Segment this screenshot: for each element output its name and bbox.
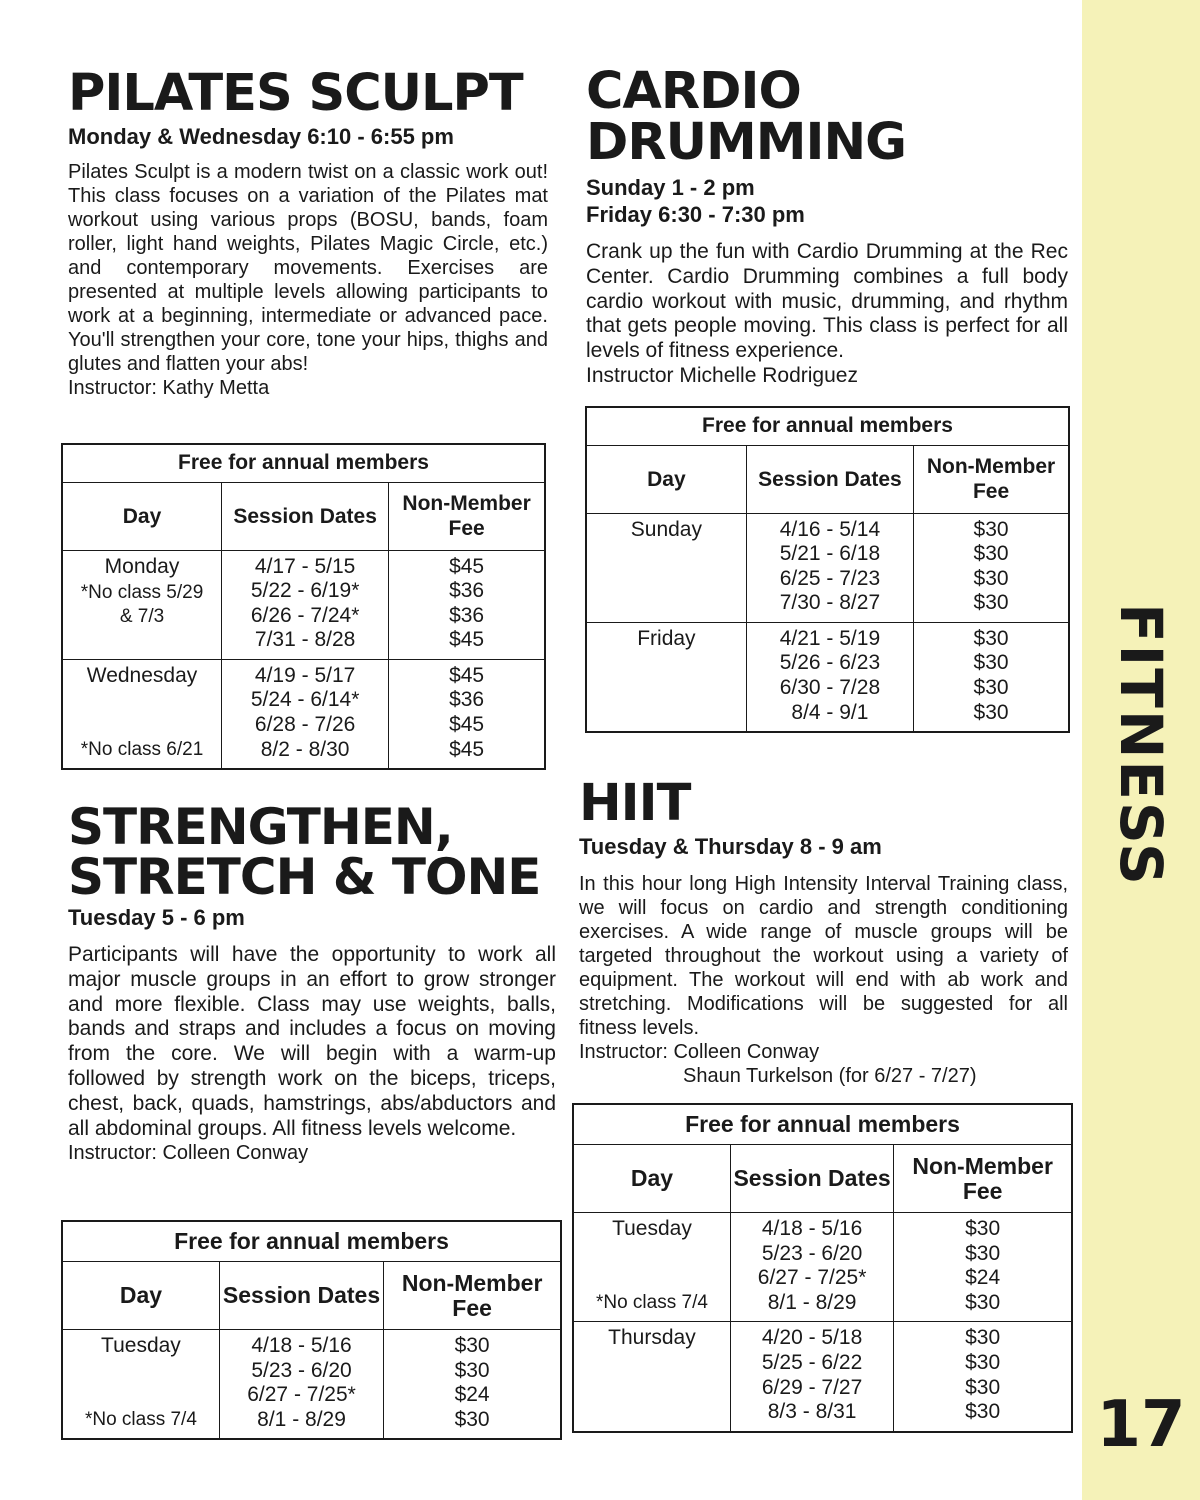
cardio-title-line1: CARDIO (586, 62, 801, 121)
cardio-section (586, 62, 1068, 388)
strengthen-fee-table (61, 1220, 562, 1440)
no-class-note: *No class 5/29 & 7/3 (80, 581, 204, 627)
pilates-instructor: Instructor: Kathy Metta (68, 377, 270, 399)
header-fee: Non-Member Fee (914, 445, 1069, 513)
header-day: Day (62, 482, 222, 550)
hiit-description: In this hour long High Intensity Interval Training class, we will focus on cardio and strength conditioning exercises. A wide range of muscle groups will be targeted throughout the workout using a variety of equipment. The workout will end with ab work and stretching. Modifications will be suggested for all fitness levels. (579, 873, 1068, 1039)
table-caption: Free for annual members (573, 1104, 1072, 1145)
strengthen-section (68, 798, 556, 1166)
session-dates-cell (730, 1322, 893, 1432)
day-label: Thursday (608, 1326, 696, 1350)
session-date-range: 6/27 - 7/25* (757, 1266, 867, 1290)
day-cell (586, 513, 746, 622)
session-dates-cell (222, 550, 389, 659)
day-label: Friday (637, 626, 696, 650)
session-dates-cell (746, 622, 913, 732)
section-label (1082, 600, 1200, 890)
fee-cell (914, 513, 1069, 622)
hiit-fee-table (572, 1103, 1073, 1433)
session-date-range: 8/1 - 8/29 (257, 1407, 346, 1431)
day-cell (586, 622, 746, 732)
session-date-range: 6/29 - 7/27 (761, 1375, 863, 1399)
session-date-range: 8/4 - 9/1 (791, 700, 869, 724)
pilates-section (68, 64, 548, 400)
cardio-schedule-friday: Friday 6:30 - 7:30 pm (586, 202, 805, 227)
session-dates-cell (219, 1330, 383, 1440)
header-day: Day (573, 1145, 730, 1213)
fee-amount: $36 (449, 603, 485, 627)
fee-amount: $30 (454, 1358, 490, 1382)
fee-amount: $30 (965, 1241, 1001, 1265)
table-row (573, 1213, 1072, 1322)
fee-amount: $30 (973, 591, 1009, 615)
day-label: Tuesday (612, 1217, 692, 1240)
strengthen-title-line1: STRENGTHEN, (68, 798, 453, 856)
cardio-instructor: Instructor Michelle Rodriguez (586, 363, 858, 387)
fee-amount: $30 (973, 676, 1009, 700)
header-fee: Non-Member Fee (894, 1145, 1072, 1213)
session-dates-cell (730, 1213, 893, 1322)
fee-amount: $30 (965, 1400, 1001, 1424)
fee-amount: $30 (973, 566, 1009, 590)
header-fee: Non-Member Fee (389, 482, 545, 550)
pilates-fee-table (61, 443, 546, 770)
table-row (62, 659, 545, 769)
strengthen-title-line2: STRETCH & TONE (68, 848, 541, 906)
table-row (586, 513, 1069, 622)
session-date-range: 5/23 - 6/20 (761, 1241, 863, 1265)
fee-amount: $36 (449, 688, 485, 712)
table-row (573, 1322, 1072, 1432)
fee-cell (894, 1213, 1072, 1322)
fee-amount: $30 (454, 1407, 490, 1431)
cardio-description: Crank up the fun with Cardio Drumming at the Rec Center. Cardio Drumming combines a full body cardio workout with music, drumming, and rhythm that gets people moving. This class is perfect for all levels of fitness experience. (586, 240, 1068, 363)
fee-amount: $45 (449, 663, 485, 687)
session-date-range: 5/21 - 6/18 (779, 542, 881, 566)
session-date-range: 6/27 - 7/25* (247, 1383, 356, 1407)
session-dates-cell (746, 513, 913, 622)
session-date-range: 6/26 - 7/24* (250, 603, 360, 627)
session-date-range: 8/1 - 8/29 (767, 1290, 857, 1314)
fee-amount: $45 (449, 737, 485, 761)
table-caption: Free for annual members (62, 1221, 561, 1262)
fee-cell (389, 550, 545, 659)
fee-amount: $30 (454, 1334, 490, 1357)
fee-amount: $30 (965, 1217, 1001, 1240)
strengthen-schedule: Tuesday 5 - 6 pm (68, 905, 245, 930)
fee-cell (389, 659, 545, 769)
table-caption: Free for annual members (62, 444, 545, 482)
header-session-dates: Session Dates (730, 1145, 893, 1213)
no-class-note: *No class 6/21 (80, 739, 204, 761)
session-date-range: 7/31 - 8/28 (254, 628, 356, 652)
fee-amount: $30 (973, 651, 1009, 675)
session-date-range: 8/2 - 8/30 (260, 737, 350, 761)
day-cell (573, 1213, 730, 1322)
session-date-range: 6/28 - 7/26 (254, 713, 356, 737)
cardio-fee-table (585, 406, 1070, 733)
fee-amount: $45 (449, 554, 485, 578)
fee-amount: $30 (973, 517, 1009, 541)
session-date-range: 5/22 - 6/19* (250, 579, 360, 603)
hiit-schedule: Tuesday & Thursday 8 - 9 am (579, 834, 882, 859)
day-label: Monday (104, 554, 180, 578)
strengthen-instructor: Instructor: Colleen Conway (68, 1142, 309, 1165)
pilates-schedule: Monday & Wednesday 6:10 - 6:55 pm (68, 124, 454, 149)
no-class-note: *No class 7/4 (595, 1292, 708, 1314)
day-cell (62, 659, 222, 769)
day-label: Tuesday (101, 1334, 181, 1357)
session-dates-cell (222, 659, 389, 769)
page-number: 17 (1096, 1388, 1186, 1462)
fee-cell (384, 1330, 561, 1440)
session-date-range: 5/23 - 6/20 (251, 1358, 352, 1382)
day-cell (62, 550, 222, 659)
table-row (62, 550, 545, 659)
hiit-instructor-line1: Instructor: Colleen Conway (579, 1041, 820, 1063)
session-date-range: 7/30 - 8/27 (779, 591, 881, 615)
pilates-description: Pilates Sculpt is a modern twist on a classic work out! This class focuses on a variation of the Pilates mat workout using various props (BOSU, bands, foam roller, light hand weights, Pilates Magic Circle, etc.) and contemporary movements. Exercises are presented at multiple levels allowing participants to work at a beginning, intermediate or advanced pace. You'll strengthen your core, tone your hips, thighs and glutes and flatten your abs! (68, 161, 548, 375)
header-session-dates: Session Dates (746, 445, 913, 513)
day-label: Wednesday (86, 663, 198, 687)
header-day: Day (62, 1262, 219, 1330)
fee-amount: $30 (965, 1350, 1001, 1374)
fee-amount: $30 (965, 1375, 1001, 1399)
session-date-range: 4/18 - 5/16 (761, 1217, 863, 1240)
session-date-range: 4/21 - 5/19 (779, 626, 881, 650)
header-day: Day (586, 445, 746, 513)
session-date-range: 6/30 - 7/28 (779, 676, 881, 700)
table-row (62, 1330, 561, 1440)
no-class-note: *No class 7/4 (84, 1409, 197, 1431)
session-date-range: 4/16 - 5/14 (779, 517, 881, 541)
hiit-title: HIIT (579, 774, 691, 833)
hiit-section (579, 774, 1068, 1088)
fee-amount: $24 (965, 1266, 1001, 1290)
fee-amount: $36 (449, 579, 485, 603)
fee-cell (894, 1322, 1072, 1432)
hiit-instructor-line2: Shaun Turkelson (for 6/27 - 7/27) (683, 1065, 977, 1087)
header-fee: Non-Member Fee (384, 1262, 561, 1330)
header-session-dates: Session Dates (222, 482, 389, 550)
session-date-range: 4/20 - 5/18 (761, 1326, 863, 1350)
day-cell (573, 1322, 730, 1432)
fee-amount: $30 (973, 700, 1009, 724)
fee-amount: $30 (965, 1290, 1001, 1314)
table-row (586, 622, 1069, 732)
strengthen-description: Participants will have the opportunity to work all major muscle groups in an effort to grow stronger and more flexible. Class may use weights, balls, bands and straps and includes a focus on moving from the core. We will begin with a warm-up followed by strength work on the biceps, triceps, chest, back, quads, hamstrings, abs/abductors and all abdominal groups. All fitness levels welcome. (68, 943, 556, 1140)
table-caption: Free for annual members (586, 407, 1069, 445)
session-date-range: 5/24 - 6/14* (250, 688, 360, 712)
fee-amount: $45 (449, 628, 485, 652)
pilates-title: PILATES SCULPT (68, 64, 523, 123)
header-session-dates: Session Dates (219, 1262, 383, 1330)
fee-cell (914, 622, 1069, 732)
fee-amount: $30 (973, 626, 1009, 650)
session-date-range: 4/18 - 5/16 (251, 1334, 352, 1357)
session-date-range: 6/25 - 7/23 (779, 566, 881, 590)
section-label-text: FITNESS (1107, 603, 1175, 887)
day-cell (62, 1330, 219, 1440)
session-date-range: 5/26 - 6/23 (779, 651, 881, 675)
cardio-schedule-sunday: Sunday 1 - 2 pm (586, 175, 755, 200)
session-date-range: 4/19 - 5/17 (254, 663, 356, 687)
fee-amount: $30 (965, 1326, 1001, 1350)
fee-amount: $24 (454, 1383, 490, 1407)
session-date-range: 5/25 - 6/22 (761, 1350, 863, 1374)
cardio-title-line2: DRUMMING (586, 113, 907, 172)
session-date-range: 8/3 - 8/31 (767, 1400, 857, 1424)
session-date-range: 4/17 - 5/15 (254, 554, 356, 578)
fee-amount: $30 (973, 542, 1009, 566)
day-label: Sunday (630, 517, 702, 541)
fee-amount: $45 (449, 713, 485, 737)
